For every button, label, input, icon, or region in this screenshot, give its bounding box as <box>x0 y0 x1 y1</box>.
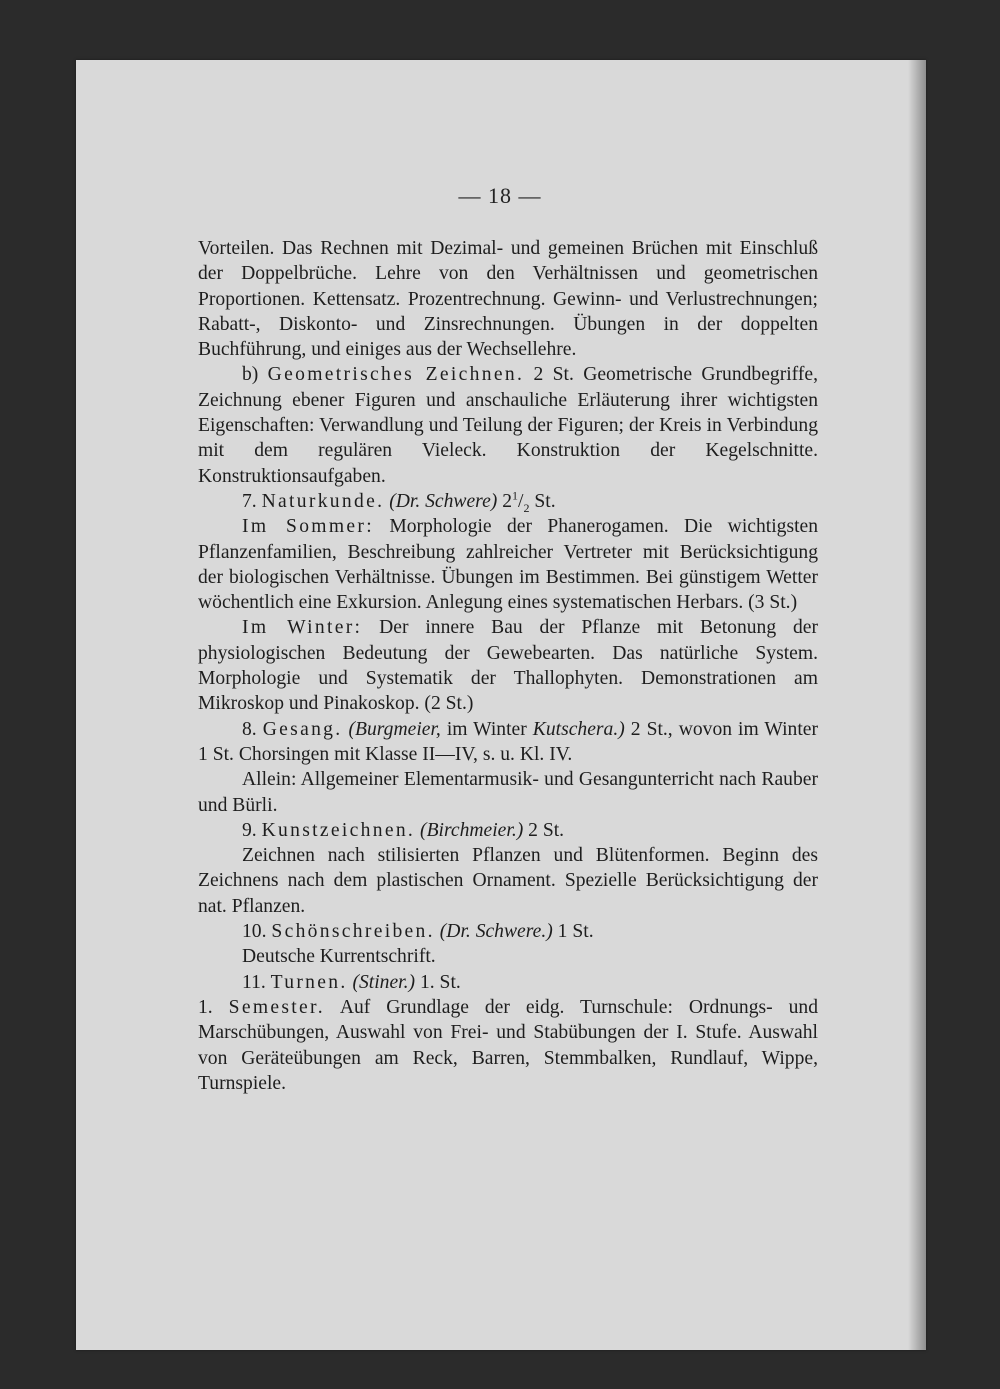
section-heading: Geometrisches Zeichnen. <box>267 364 525 386</box>
section-heading: Im Sommer: <box>242 516 374 538</box>
paragraph-arithmetic: Vorteilen. Das Rechnen mit Dezimal- und gemeinen Brüchen mit Einschluß der Doppelbrüche. Lehre von den Verhältnissen und geometrischen Proportionen. Kettensatz. Prozentrechnung. Gewinn- und Verlustrechnungen; Rabatt-, Diskonto- und Zinsrechnungen. Übungen in der doppelten Buchführung, und einiges aus der Wechsellehre. <box>198 238 818 361</box>
paragraph-semester: 1. Semester. Auf Grundlage der eidg. Turnschule: Ordnungs- und Marschübungen, Auswahl von Frei- und Stabübungen der I. Stufe. Auswahl von Geräteübungen am Reck, Barren, Stemmbalken, Rundlauf, Wippe, Turnspiele. <box>198 996 819 1094</box>
paragraph-singing: 8. Gesang. (Burgmeier, im Winter Kutschera.) 2 St., wovon im Winter 1 St. Chorsingen mit Klasse II—IV, s. u. Kl. IV. <box>198 718 819 765</box>
section-heading: Kunstzeichnen. <box>261 819 416 841</box>
teacher-name: (Burgmeier, <box>348 718 441 740</box>
teacher-name: (Birchmeier.) <box>420 819 524 841</box>
paragraph-singing-detail: Allein: Allgemeiner Elementarmusik- und Gesangunterricht nach Rauber und Bürli. <box>198 769 818 816</box>
section-heading: Turnen. <box>270 971 348 993</box>
paragraph-calligraphy: 10. Schönschreiben. (Dr. Schwere.) 1 St. <box>242 921 594 943</box>
section-heading: Naturkunde. <box>261 490 385 512</box>
section-heading: Im Winter: <box>242 617 363 639</box>
body-text <box>198 236 818 1096</box>
teacher-name: Kutschera.) <box>532 718 625 740</box>
paragraph-natural-science: 7. Naturkunde. (Dr. Schwere) $2^1/_2$ St. <box>242 488 556 515</box>
section-heading: Semester. <box>228 996 325 1018</box>
teacher-name: (Dr. Schwere) <box>389 490 498 512</box>
teacher-name: (Stiner.) <box>352 971 416 993</box>
paragraph-geometric-drawing: b) Geometrisches Zeichnen. 2 St. Geometrische Grundbegriffe, Zeichnung ebener Figuren und anschauliche Erläuterung ihrer wichtigsten Eigenschaften: Verwandlung und Teilung der Figuren; der Kreis in Verbindung mit dem regulären Vieleck. Konstruktion der Kegelschnitte. Konstruktionsaufgaben. <box>198 364 818 487</box>
paragraph-art-drawing: 9. Kunstzeichnen. (Birchmeier.) 2 St. <box>242 819 565 841</box>
paragraph-calligraphy-detail: Deutsche Kurrentschrift. <box>242 946 436 968</box>
paragraph-gymnastics: 11. Turnen. (Stiner.) 1. St. <box>242 971 461 993</box>
page-number: — 18 — <box>458 183 542 208</box>
teacher-name: (Dr. Schwere.) <box>439 921 553 943</box>
paragraph-art-drawing-detail: Zeichnen nach stilisierten Pflanzen und Blütenformen. Beginn des Zeichnens nach dem plastischen Ornament. Spezielle Berücksichtigung der nat. Pflanzen. <box>198 845 818 917</box>
paragraph-summer: Im Sommer: Morphologie der Phanerogamen. Die wichtigsten Pflanzenfamilien, Beschreibung zahlreicher Vertreter mit Berücksichtigung der biologischen Verhältnisse. Übungen im Bestimmen. Bei günstigem Wetter wöchentlich eine Exkursion. Anlegung eines systematischen Herbars. (3 St.) <box>198 516 819 614</box>
section-heading: Schönschreiben. <box>271 921 435 943</box>
hours: $2^1/_2$ St. <box>502 488 556 515</box>
paragraph-winter: Im Winter: Der innere Bau der Pflanze mit Betonung der physiologischen Bedeutung der Gewebearten. Das natürliche System. Morphologie und Systematik der Thallophyten. Demonstrationen am Mikroskop und Pinakoskop. (2 St.) <box>198 617 818 715</box>
section-heading: Gesang. <box>262 718 343 740</box>
